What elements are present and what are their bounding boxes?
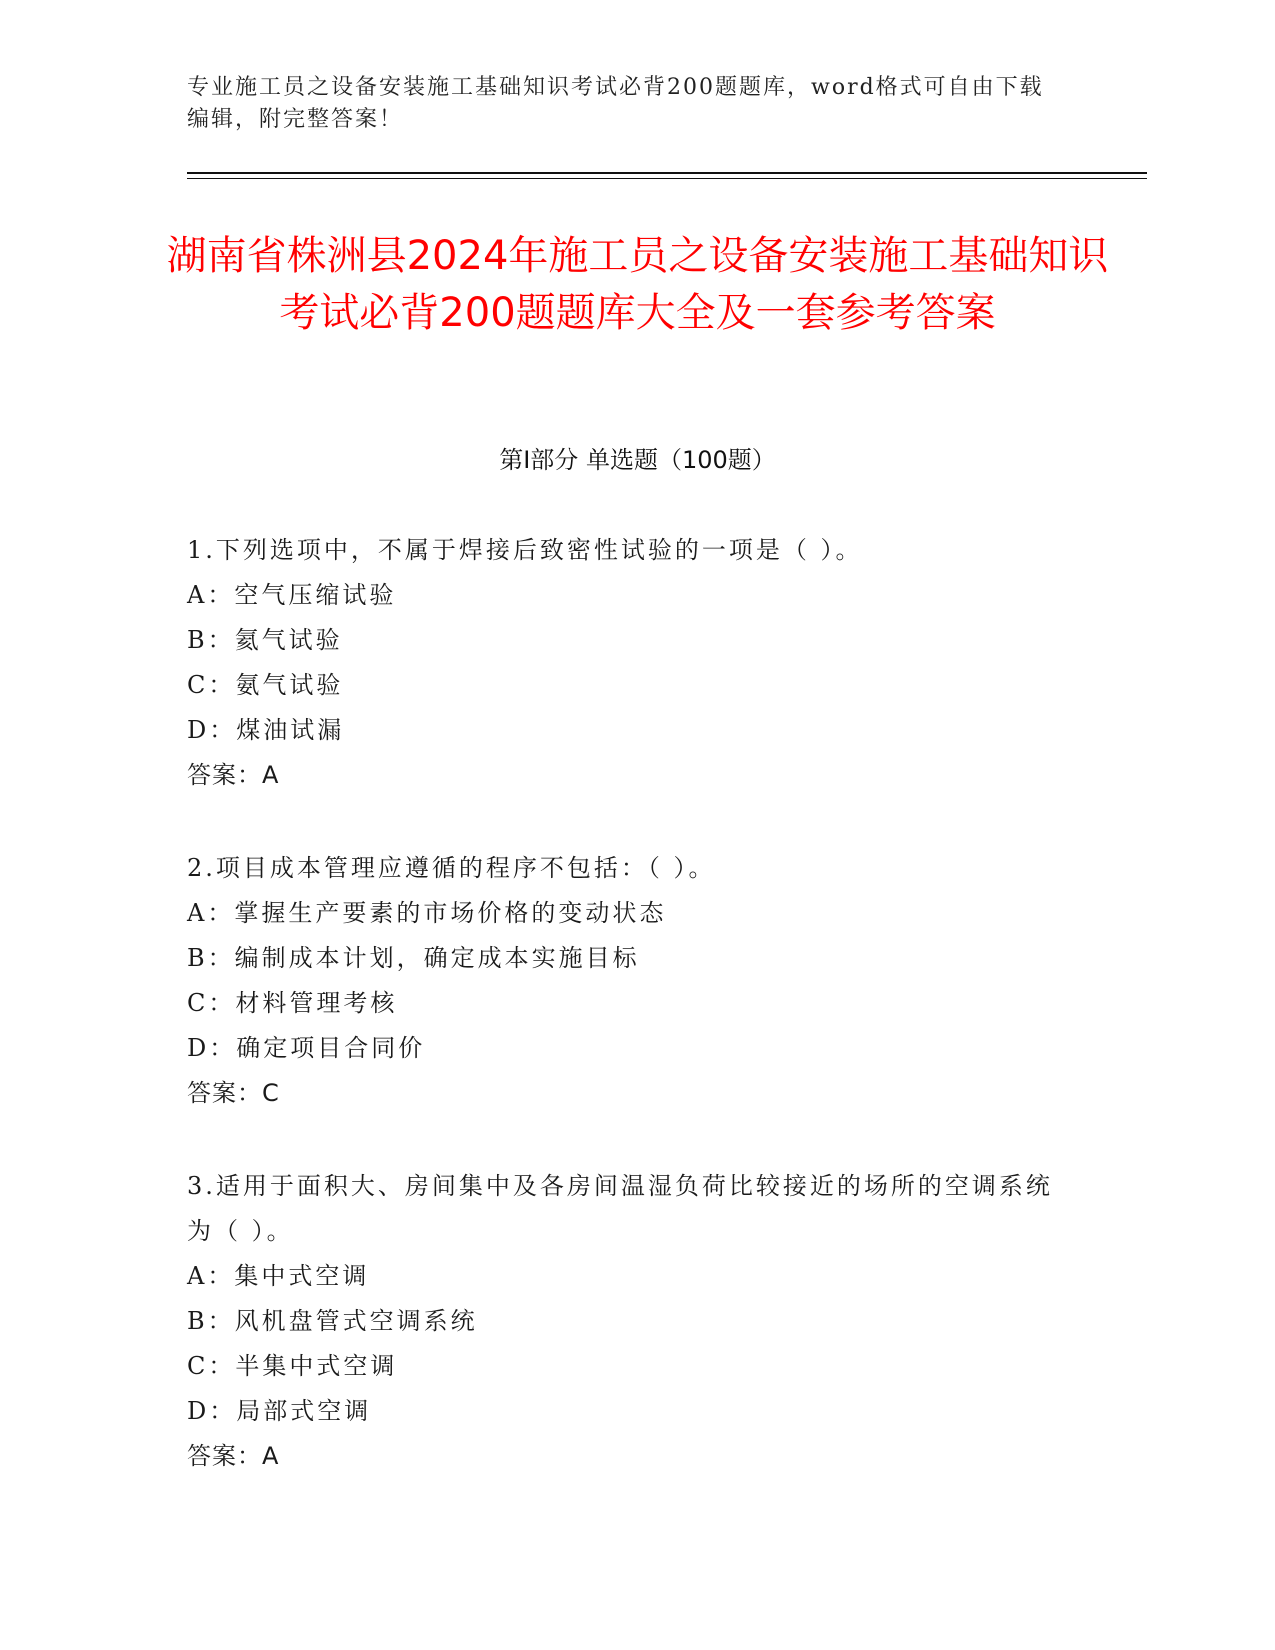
answer-line: 答案：C [187, 1079, 280, 1107]
option-b: B：编制成本计划，确定成本实施目标 [187, 944, 640, 972]
question-list [187, 528, 1077, 1527]
question-stem: 1.下列选项中，不属于焊接后致密性试验的一项是（ ）。 [187, 536, 863, 564]
option-b: B：氦气试验 [187, 626, 343, 654]
question-1 [187, 528, 1077, 798]
header-divider [187, 172, 1147, 174]
option-c: C：氨气试验 [187, 671, 344, 699]
answer-line: 答案：A [187, 761, 280, 789]
document-title: 湖南省株洲县2024年施工员之设备安装施工基础知识考试必背200题题库大全及一套参考答案 [166, 233, 1109, 336]
option-c: C：材料管理考核 [187, 989, 398, 1017]
question-3 [187, 1164, 1077, 1479]
question-stem: 2.项目成本管理应遵循的程序不包括：（ ）。 [187, 854, 716, 882]
option-d: D：局部式空调 [187, 1397, 372, 1425]
section-heading: 第Ⅰ部分 单选题（100题） [499, 446, 776, 474]
header-note: 专业施工员之设备安装施工基础知识考试必背200题题库，word格式可自由下载编辑，附完整答案！ [187, 75, 1044, 132]
option-d: D：确定项目合同价 [187, 1034, 426, 1062]
option-a: A：空气压缩试验 [187, 581, 397, 609]
option-d: D：煤油试漏 [187, 716, 345, 744]
option-a: A：集中式空调 [187, 1262, 370, 1290]
answer-line: 答案：A [187, 1442, 280, 1470]
option-b: B：风机盘管式空调系统 [187, 1307, 478, 1335]
option-a: A：掌握生产要素的市场价格的变动状态 [187, 899, 667, 927]
question-2 [187, 846, 1077, 1116]
question-stem: 3.适用于面积大、房间集中及各房间温湿负荷比较接近的场所的空调系统为（ ）。 [187, 1172, 1053, 1245]
option-c: C：半集中式空调 [187, 1352, 398, 1380]
header-divider-thin [187, 178, 1147, 179]
